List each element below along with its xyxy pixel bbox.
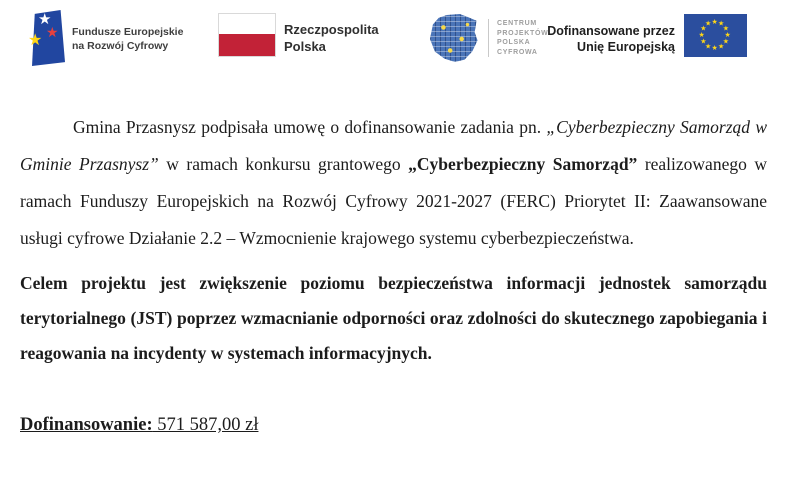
eu-flag-icon (684, 14, 747, 57)
funding-label: Dofinansowanie: (20, 415, 153, 435)
agreement-text-rest: realizowanego w ramach Funduszy Europejskich na Rozwój Cyfrowy 2021-2027 (FERC) Priorytet II: Zaawansowane usługi cyfrowe Działanie 2.2 – Wzmocnienie krajowego systemu cyberbezpieczeństwa. (20, 154, 767, 248)
fundusze-europejskie-label (72, 25, 183, 53)
fe-yellow-star-icon (28, 33, 42, 49)
agreement-text-middle: w ramach konkursu grantowego (158, 154, 409, 174)
funding-line (20, 415, 767, 436)
cppc-label-line2: PROJEKTÓW (497, 29, 549, 37)
pl-label-line2: Polska (284, 39, 326, 54)
funding-underlined (20, 415, 258, 435)
fe-label-line2: na Rozwój Cyfrowy (72, 40, 169, 52)
agreement-task-name: „Cyberbezpieczny Samorząd w Gminie Przasnysz” (20, 117, 767, 174)
cppc-poland-mosaic-icon (430, 14, 478, 62)
cppc-label-line1: CENTRUM (497, 20, 537, 27)
fe-red-star-icon (46, 25, 59, 39)
eu-label-line2: Unię Europejską (577, 40, 675, 54)
document-body (0, 109, 800, 436)
funding-amount: 571 587,00 zł (152, 415, 259, 435)
eu-funding-label (520, 23, 675, 55)
poland-flag-red-stripe (219, 34, 275, 56)
poland-flag-white-stripe (219, 14, 275, 34)
cppc-label-line3: POLSKA (497, 39, 531, 46)
paragraph-project-goal: Celem projektu jest zwiększenie poziomu bezpieczeństwa informacji jednostek samorządu terytorialnego (JST) poprzez wzmacnianie odporności oraz zdolności do skutecznego zapobiegania i reagowania na incydenty w systemach informacyjnych. (20, 273, 767, 363)
paragraph-agreement (20, 109, 767, 257)
eu-label-line1: Dofinansowane przez (547, 24, 675, 38)
poland-flag-icon (218, 13, 276, 57)
logo-strip (0, 0, 800, 78)
cppc-label-line4: CYFROWA (497, 48, 538, 56)
agreement-grant-name: „Cyberbezpieczny Samorząd” (408, 154, 638, 174)
fe-label-line1: Fundusze Europejskie (72, 26, 184, 38)
agreement-text-intro: Gmina Przasnysz podpisała umowę o dofinansowanie zadania pn. (73, 117, 547, 137)
cppc-divider (488, 19, 489, 57)
rzeczpospolita-polska-label (284, 21, 379, 55)
pl-label-line1: Rzeczpospolita (284, 22, 379, 37)
fundusze-europejskie-flag-icon (29, 8, 67, 68)
